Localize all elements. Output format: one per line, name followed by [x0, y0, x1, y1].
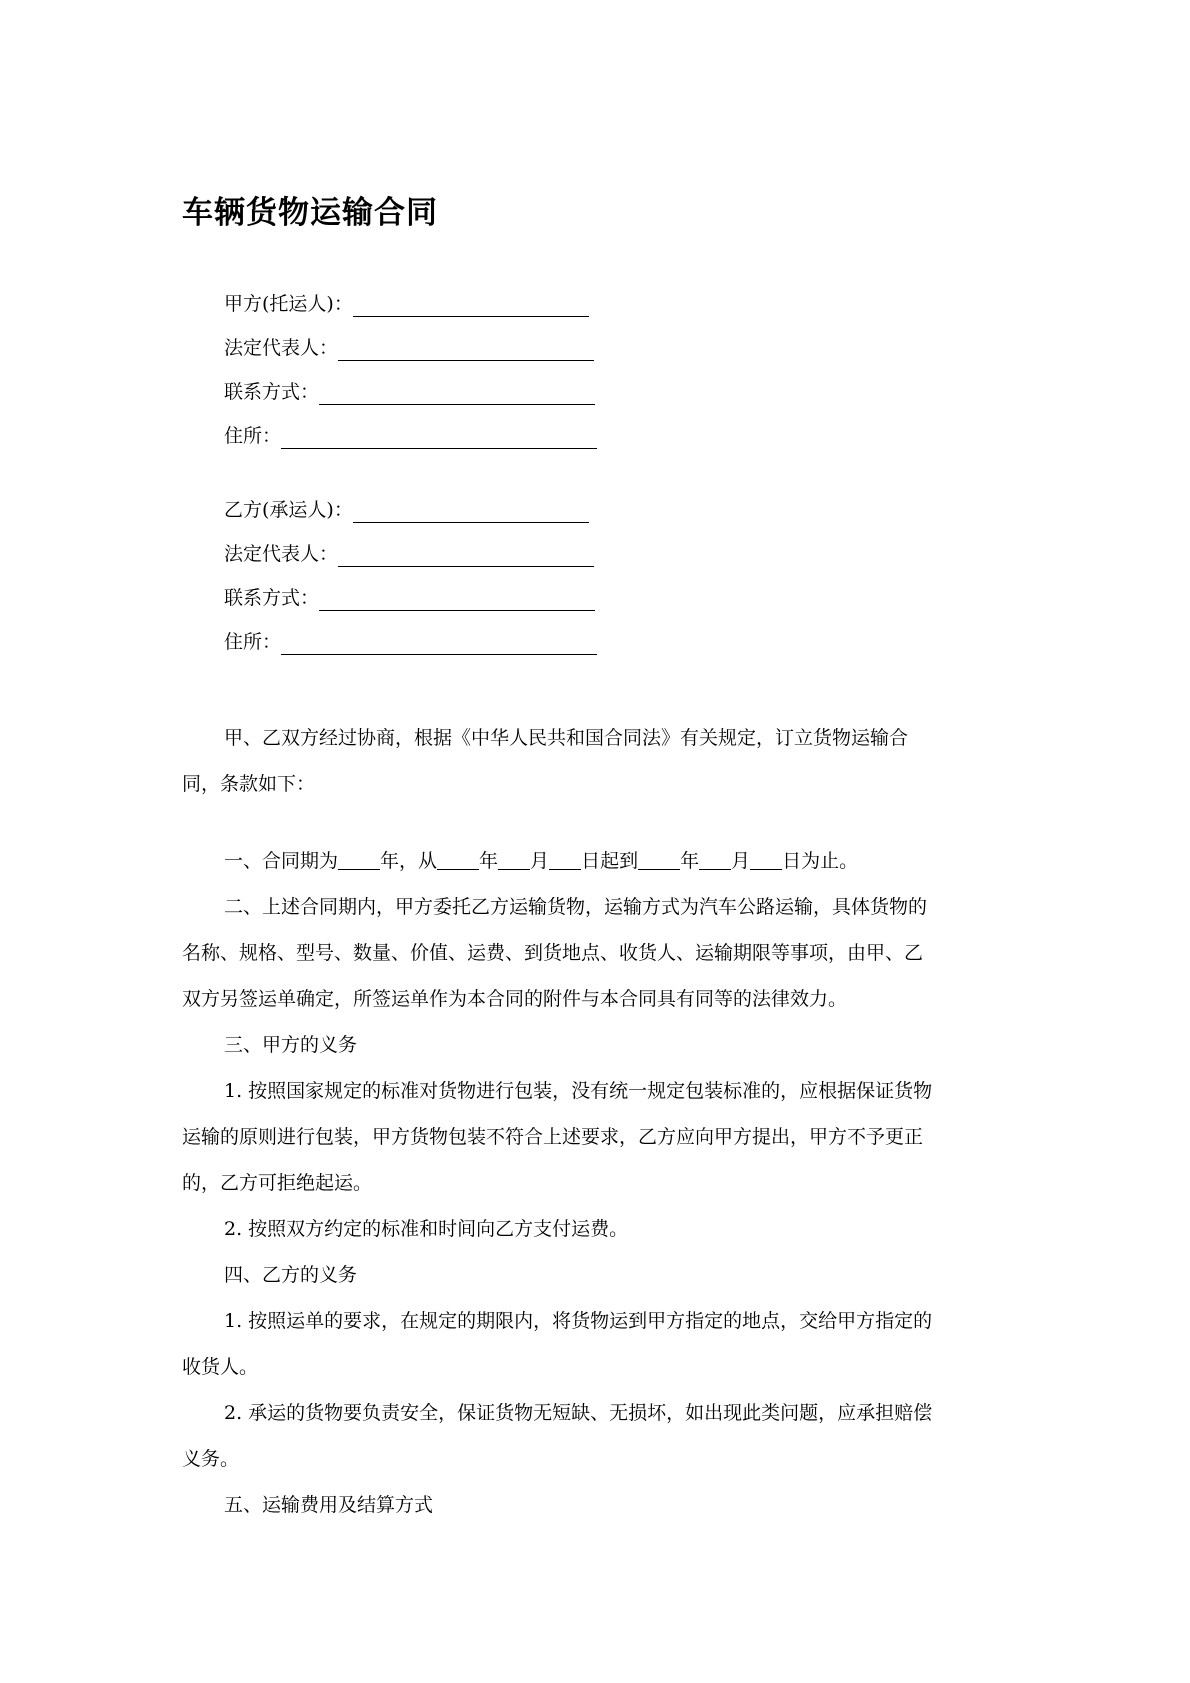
clause-1-text: 月: [731, 850, 751, 872]
party-a-name-label: 甲方(托运人)：: [224, 293, 353, 315]
start-year-blank[interactable]: [437, 849, 479, 870]
clause-3-item-2: 2. 按照双方约定的标准和时间向乙方支付运费。: [224, 1218, 629, 1240]
party-b-name-label: 乙方(承运人)：: [224, 499, 353, 521]
start-day-blank[interactable]: [549, 849, 581, 870]
clause-1-text: 年: [479, 850, 499, 872]
clause-3-section: [182, 1022, 1018, 1252]
clause-4-item-1-line: 1. 按照运单的要求，在规定的期限内，将货物运到甲方指定的地点，交给甲方指定的: [224, 1310, 933, 1332]
clause-3-item-1-line: 的，乙方可拒绝起运。: [182, 1172, 373, 1194]
clause-3-heading: 三、甲方的义务: [224, 1034, 358, 1056]
party-b-rep-label: 法定代表人：: [224, 543, 339, 565]
party-b-rep-field: [224, 537, 594, 567]
clause-1-text: 日为止。: [782, 850, 859, 872]
party-a-rep-blank[interactable]: [338, 340, 594, 361]
party-b-contact-label: 联系方式：: [224, 587, 320, 609]
end-day-blank[interactable]: [750, 849, 782, 870]
clause-1-paragraph: [182, 838, 1018, 884]
clause-3-item-1-line: 运输的原则进行包装，甲方货物包装不符合上述要求，乙方应向甲方提出，甲方不予更正: [182, 1126, 924, 1148]
clause-4-item-1-line: 收货人。: [182, 1356, 259, 1378]
clause-4-item-2-line: 2. 承运的货物要负责安全，保证货物无短缺、无损坏，如出现此类问题，应承担赔偿: [224, 1402, 933, 1424]
clause-1-line: [182, 838, 1018, 884]
document-title: 车辆货物运输合同: [182, 195, 438, 231]
party-b-contact-field: [224, 581, 595, 611]
party-b-address-blank[interactable]: [281, 634, 597, 655]
party-a-address-label: 住所：: [224, 425, 282, 447]
clause-1-text: 日起到: [581, 850, 639, 872]
party-a-name-field: [224, 287, 589, 317]
clause-1-text: 年，从: [380, 850, 438, 872]
end-year-blank[interactable]: [638, 849, 680, 870]
party-a-contact-label: 联系方式：: [224, 381, 320, 403]
party-a-contact-field: [224, 375, 595, 405]
clause-3-item-1-line: 1. 按照国家规定的标准对货物进行包装，没有统一规定包装标准的，应根据保证货物: [224, 1080, 933, 1102]
party-a-address-field: [224, 419, 597, 449]
clause-1-text: 一、合同期为: [224, 850, 339, 872]
party-a-rep-field: [224, 331, 594, 361]
party-a-address-blank[interactable]: [281, 428, 597, 449]
clause-4-heading: 四、乙方的义务: [224, 1264, 358, 1286]
party-b-address-field: [224, 625, 597, 655]
clause-1-text: 月: [530, 850, 550, 872]
clause-2-paragraph: [182, 884, 1018, 1022]
clause-5-section: [182, 1482, 1018, 1528]
party-a-name-blank[interactable]: [353, 296, 589, 317]
party-a-rep-label: 法定代表人：: [224, 337, 339, 359]
contract-term-years-blank[interactable]: [338, 849, 380, 870]
party-b-address-label: 住所：: [224, 631, 282, 653]
preamble-line: 甲、乙双方经过协商，根据《中华人民共和国合同法》有关规定，订立货物运输合: [224, 727, 909, 749]
clause-1-text: 年: [680, 850, 700, 872]
preamble-paragraph: [182, 715, 1018, 807]
clause-4-section: [182, 1252, 1018, 1482]
party-a-contact-blank[interactable]: [319, 384, 595, 405]
clause-2-line: 名称、规格、型号、数量、价值、运费、到货地点、收货人、运输期限等事项，由甲、乙: [182, 942, 924, 964]
clause-4-item-2-line: 义务。: [182, 1448, 240, 1470]
start-month-blank[interactable]: [498, 849, 530, 870]
party-b-name-blank[interactable]: [353, 502, 589, 523]
party-b-rep-blank[interactable]: [338, 546, 594, 567]
clause-2-line: 双方另签运单确定，所签运单作为本合同的附件与本合同具有同等的法律效力。: [182, 988, 848, 1010]
party-b-name-field: [224, 493, 589, 523]
clause-2-line: 二、上述合同期内，甲方委托乙方运输货物，运输方式为汽车公路运输，具体货物的: [224, 896, 928, 918]
preamble-line: 同，条款如下：: [182, 773, 316, 795]
party-b-contact-blank[interactable]: [319, 590, 595, 611]
clause-5-heading: 五、运输费用及结算方式: [224, 1494, 434, 1516]
end-month-blank[interactable]: [699, 849, 731, 870]
